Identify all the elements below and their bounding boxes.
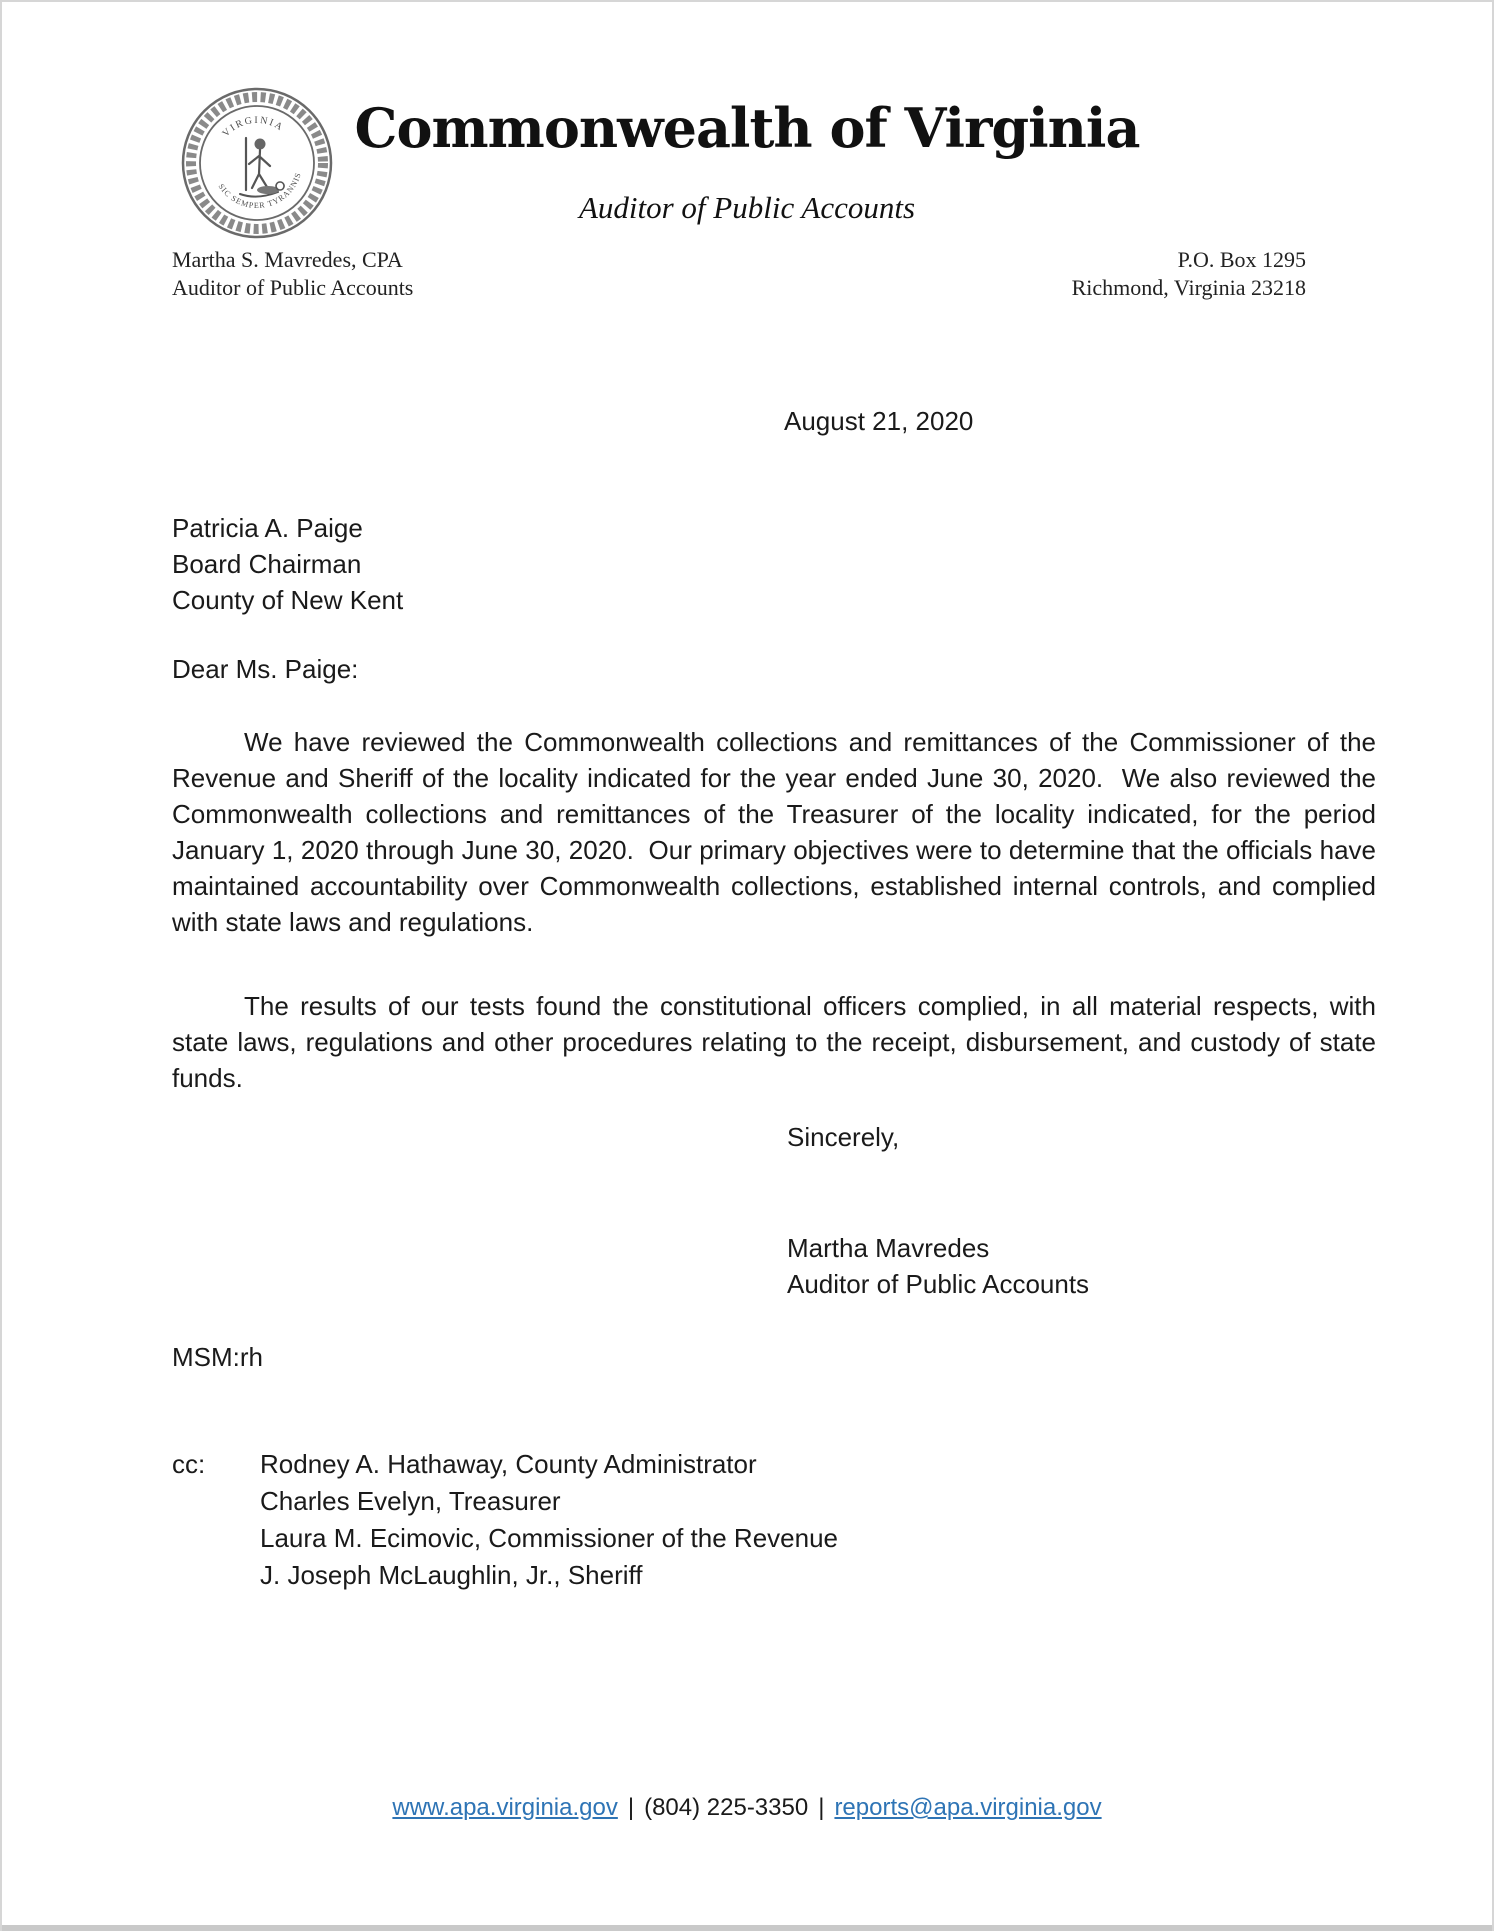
salutation: Dear Ms. Paige:: [172, 654, 359, 684]
auditor-contact-block: [172, 246, 413, 302]
cc-block: [172, 1446, 838, 1594]
svg-text:SIC SEMPER TYRANNIS: SIC SEMPER TYRANNIS: [216, 171, 303, 211]
page-bottom-edge: [2, 1925, 1492, 1931]
footer-separator: |: [818, 1794, 825, 1821]
cc-item: Laura M. Ecimovic, Commissioner of the Revenue: [260, 1523, 839, 1553]
email-link[interactable]: reports@apa.virginia.gov: [834, 1794, 1102, 1821]
recipient-locality: County of New Kent: [172, 585, 404, 615]
website-link[interactable]: www.apa.virginia.gov: [392, 1794, 618, 1821]
footer-separator: |: [627, 1794, 635, 1821]
city-state-zip: Richmond, Virginia 23218: [1071, 275, 1306, 300]
body-paragraph-1: We have reviewed the Commonwealth collections and remittances of the Commissioner of the Revenue and Sheriff of the locality indicated for the year ended June 30, 2020. We also reviewed the Commonwealth collections and remittances of the Treasurer of the locality indicated, for the period January 1, 2020 through June 30, 2020. Our primary objectives were to determine that the officials have maintained accountability over Commonwealth collections, established internal controls, and complied with state laws and regulations.: [172, 727, 1384, 937]
letterhead-subtitle: Auditor of Public Accounts: [578, 190, 916, 225]
auditor-title: Auditor of Public Accounts: [172, 275, 414, 300]
recipient-block: [172, 510, 403, 618]
body-paragraph-2: The results of our tests found the constitutional officers complied, in all material respects, with state laws, regulations and other procedures relating to the receipt, disbursement, and custody of state funds.: [172, 991, 1384, 1093]
signature-block: [787, 1230, 1089, 1302]
po-box: P.O. Box 1295: [1177, 247, 1306, 272]
signer-title: Auditor of Public Accounts: [787, 1269, 1090, 1299]
closing: Sincerely,: [787, 1122, 900, 1152]
reference-initials: MSM:rh: [172, 1342, 263, 1372]
cc-item: Rodney A. Hathaway, County Administrator: [260, 1449, 757, 1479]
svg-text:VIRGINIA: VIRGINIA: [220, 114, 286, 140]
signer-name: Martha Mavredes: [787, 1233, 990, 1263]
cc-list: [260, 1446, 838, 1594]
auditor-name: Martha S. Mavredes, CPA: [172, 247, 403, 272]
cc-label: cc:: [172, 1449, 206, 1479]
cc-item: Charles Evelyn, Treasurer: [260, 1486, 561, 1516]
recipient-title: Board Chairman: [172, 549, 362, 579]
office-address-block: [1072, 246, 1306, 302]
letter-date: August 21, 2020: [784, 406, 974, 436]
recipient-name: Patricia A. Paige: [172, 513, 363, 543]
letterhead-title: Commonwealth of Virginia: [354, 96, 1140, 160]
cc-item: J. Joseph McLaughlin, Jr., Sheriff: [260, 1560, 643, 1590]
phone-number: (804) 225-3350: [644, 1794, 809, 1821]
footer-contact-line: [2, 1794, 1492, 1822]
